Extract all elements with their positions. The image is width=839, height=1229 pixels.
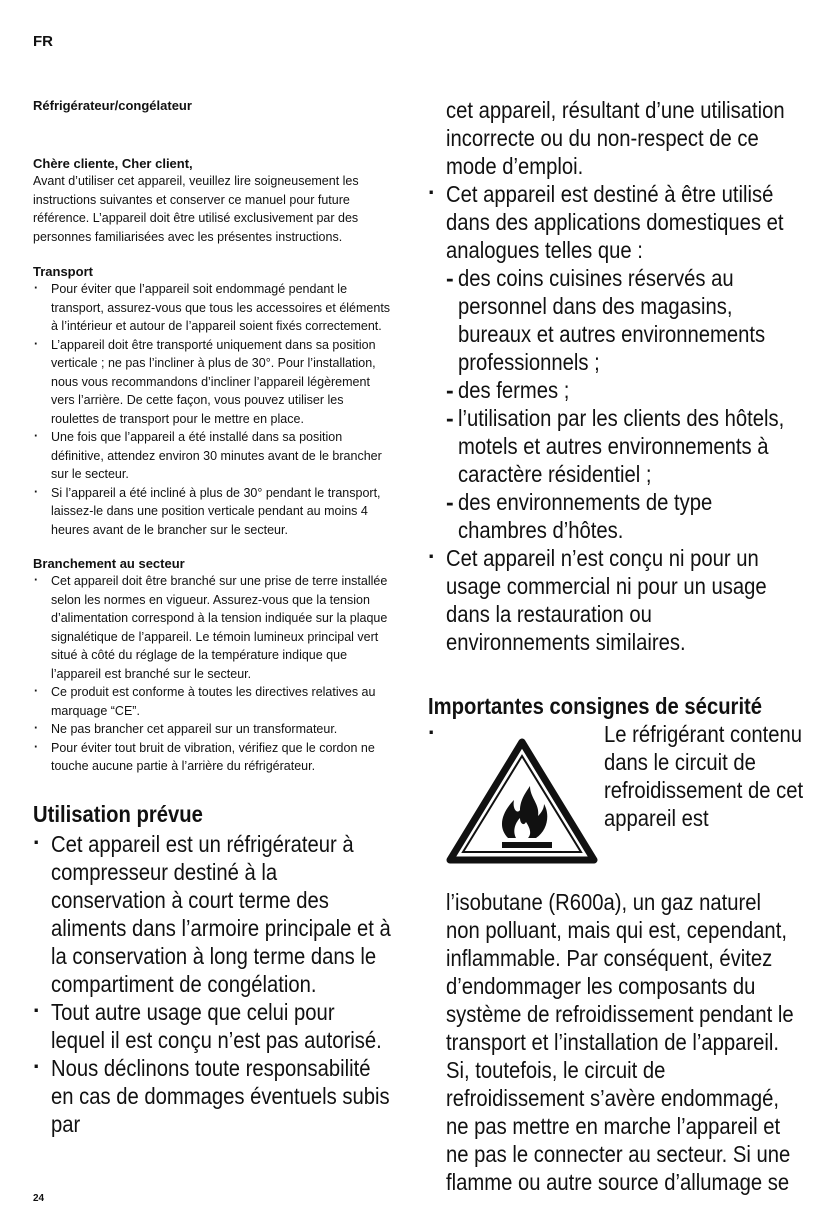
continuation-paragraph bbox=[428, 96, 798, 180]
sublist-item bbox=[446, 404, 798, 488]
document-title: Réfrigérateur/congélateur bbox=[33, 98, 192, 113]
list-item: · Pour éviter que l’appareil soit endommagé pendant le transport, assurez-vous que tous les accessoires et éléments à l’intérieur et autour de l’appareil soient fixés correctement. bbox=[33, 280, 393, 336]
right-column bbox=[428, 96, 804, 1196]
list-item bbox=[33, 1054, 393, 1138]
safety-warning-block bbox=[428, 719, 804, 888]
utilisation-heading: Utilisation prévue bbox=[33, 800, 203, 827]
domestic-intro: · Cet appareil est destiné à être utilisé dans des applications domestiques et analogues telles que : bbox=[446, 181, 784, 263]
utilisation-list bbox=[33, 830, 393, 1138]
list-item-text: · Tout autre usage que celui pour lequel il est conçu n’est pas autorisé. bbox=[51, 998, 382, 1053]
usage-list bbox=[428, 180, 798, 656]
transport-list bbox=[33, 280, 393, 539]
list-item: · Une fois que l’appareil a été installé dans sa position définitive, attendez environ 30 minutes avant de le brancher sur le secteur. bbox=[33, 428, 393, 484]
intro-paragraph: Avant d’utiliser cet appareil, veuillez lire soigneusement les instructions suivantes et conserver ce manuel pour future référence. L’appareil doit être utilisé exclusivement par des personnes familiarisées avec les présentes instructions. bbox=[33, 174, 359, 244]
greeting: Chère cliente, Cher client, bbox=[33, 156, 193, 171]
list-item: · L’appareil doit être transporté uniquement dans sa position verticale ; ne pas l’incliner à plus de 30°. Pour l’installation, nous vous recommandons d’incliner l’appareil légèrement vers l’arrière. De cette façon, vous pouvez utiliser les roulettes de transport pour le mettre en place. bbox=[33, 336, 393, 429]
bullet-dot: · bbox=[428, 719, 436, 745]
list-item: · Cet appareil doit être branché sur une prise de terre installée selon les normes en vigueur. Assurez-vous que la tension d’alimentation correspond à la tension indiquée sur la plaque signalétique de l’appareil. Le témoin lumineux principal vert situé à côté du réglage de la température indique que l’appareil est branché sur le secteur. bbox=[33, 572, 393, 683]
flammable-warning-icon bbox=[446, 738, 598, 864]
sublist-item bbox=[446, 488, 798, 544]
list-item-text: · Cet appareil n’est conçu ni pour un usage commercial ni pour un usage dans la restauration ou environnements similaires. bbox=[446, 545, 767, 655]
list-item-text: · Cet appareil est un réfrigérateur à compresseur destiné à la conservation à court terme des aliments dans l’armoire principale et à la conservation à long terme dans le compartiment de congélation. bbox=[51, 830, 391, 997]
sublist-item-text: - l’utilisation par les clients des hôtels, motels et autres environnements à caractère résidentiel ; bbox=[458, 405, 785, 487]
sublist-item-text: - des fermes ; bbox=[458, 377, 570, 403]
list-item bbox=[428, 544, 798, 656]
list-item-text: · Nous déclinons toute responsabilité en cas de dommages éventuels subis par bbox=[51, 1054, 390, 1137]
sublist-item bbox=[446, 376, 798, 404]
transport-heading: Transport bbox=[33, 264, 93, 279]
safety-rest-text: l’isobutane (R600a), un gaz naturel non polluant, mais qui est, cependant, inflammable. Par conséquent, évitez d’endommager les composants du système de refroidissement pendant le transport et l’installation de l’appareil. Si, toutefois, le circuit de refroidissement s’avère endommagé, ne pas mettre en marche l’appareil et ne pas le connecter au secteur. Si une flamme ou autre source d’allumage se bbox=[446, 889, 794, 1195]
list-item: · Si l’appareil a été incliné à plus de 30° pendant le transport, laissez-le dans une position verticale pendant au moins 4 heures avant de le brancher sur le secteur. bbox=[33, 484, 393, 540]
list-item bbox=[33, 830, 393, 998]
list-item bbox=[428, 180, 798, 544]
list-item: · Ce produit est conforme à toutes les directives relatives au marquage “CE”. bbox=[33, 683, 393, 720]
safety-text-beside-icon bbox=[604, 720, 804, 832]
page-number: 24 bbox=[33, 1193, 45, 1204]
sublist-item bbox=[446, 264, 798, 376]
list-item bbox=[33, 998, 393, 1054]
safety-paragraph bbox=[428, 888, 798, 1196]
continuation-text: cet appareil, résultant d’une utilisation incorrecte ou du non-respect de ce mode d’emploi. bbox=[446, 97, 785, 179]
list-item: · Ne pas brancher cet appareil sur un transformateur. bbox=[33, 720, 393, 739]
list-item: · Pour éviter tout bruit de vibration, vérifiez que le cordon ne touche aucune partie à l’arrière du réfrigérateur. bbox=[33, 739, 393, 776]
language-code: FR bbox=[33, 33, 53, 50]
safety-heading: Importantes consignes de sécurité bbox=[428, 693, 763, 719]
safety-beside-text: Le réfrigérant contenu dans le circuit de refroidissement de cet appareil est bbox=[604, 721, 804, 831]
domestic-sublist bbox=[446, 264, 798, 544]
left-column bbox=[33, 98, 393, 1138]
branchement-list bbox=[33, 572, 393, 776]
sublist-item-text: - des coins cuisines réservés au personnel dans des magasins, bureaux et autres environnements professionnels ; bbox=[458, 265, 766, 375]
branchement-heading: Branchement au secteur bbox=[33, 556, 185, 571]
sublist-item-text: - des environnements de type chambres d’hôtes. bbox=[458, 489, 713, 543]
